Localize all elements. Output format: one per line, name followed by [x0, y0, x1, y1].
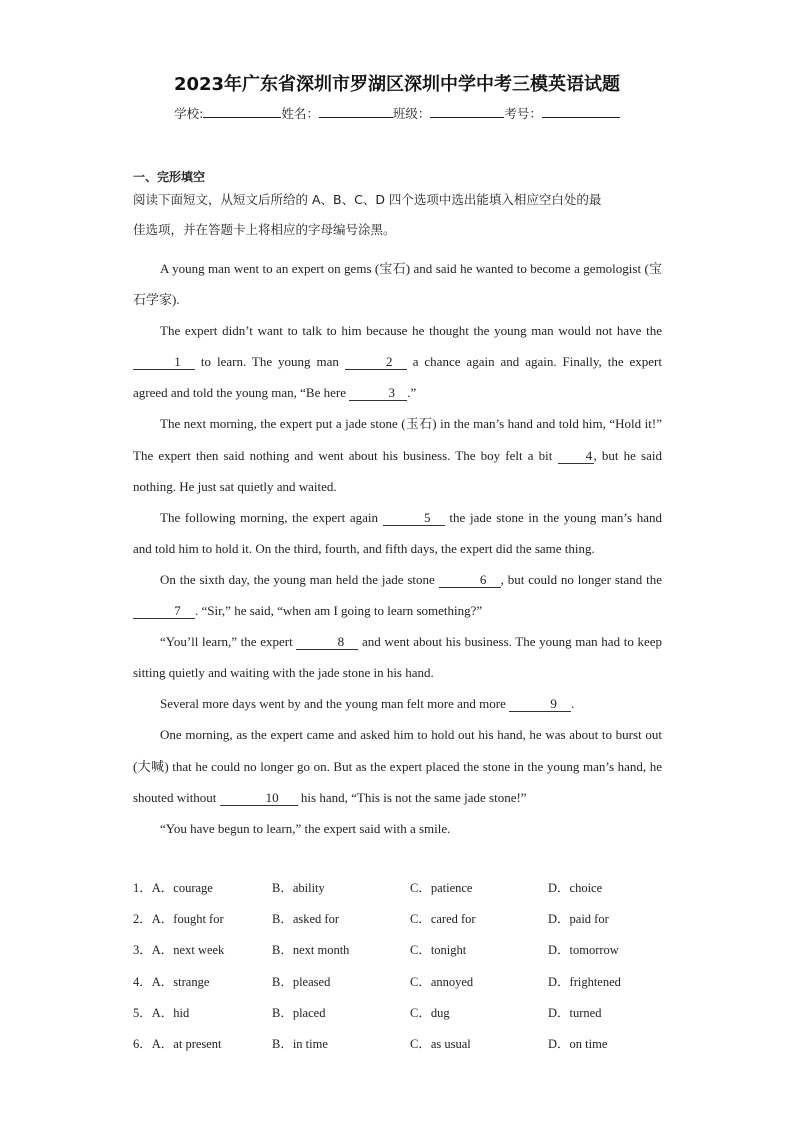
option-2-c[interactable]: C．cared for	[410, 912, 476, 927]
paragraph-text: “You have begun to learn,” the expert said with a smile.	[160, 820, 451, 836]
school-blank[interactable]	[203, 105, 281, 118]
option-row-6	[133, 1034, 693, 1065]
option-6-b[interactable]: B．in time	[272, 1036, 328, 1051]
option-3-c[interactable]: C．tonight	[410, 943, 467, 958]
class-label: 班级：	[392, 106, 431, 121]
option-5-c[interactable]: C．dug	[410, 1005, 450, 1020]
option-4-d[interactable]: D．frightened	[548, 974, 621, 989]
option-row-3	[133, 940, 693, 971]
option-4-c[interactable]: C．annoyed	[410, 974, 474, 989]
paragraph-3	[133, 408, 662, 501]
option-row-2	[133, 909, 693, 940]
paragraph-text: a chance again and again. Finally, the expert agreed and told the young man, “Be here	[133, 354, 662, 401]
option-1-c[interactable]: C．patience	[410, 881, 473, 895]
number-label: 考号：	[504, 106, 542, 121]
option-2-b[interactable]: B．asked for	[272, 912, 339, 927]
passage	[133, 253, 662, 844]
option-2-d[interactable]: D．paid for	[548, 912, 609, 927]
paragraph-5	[133, 564, 662, 626]
blank-1[interactable]: 1	[133, 355, 195, 370]
blank-6[interactable]: 6	[439, 573, 501, 588]
option-4-b[interactable]: B．pleased	[272, 974, 331, 989]
paragraph-text: One morning, as the expert came and asked him to hold out his hand, he was about to burst out (大喊) that he could no longer go on. But as the expert placed the stone in the young man’s hand, he shouted without	[133, 727, 662, 805]
instruction-line-1: 阅读下面短文，从短文后所给的 A、B、C、D 四个选项中选出能填入相应空白处的最	[133, 192, 602, 207]
option-5-d[interactable]: D．turned	[548, 1005, 602, 1020]
name-blank[interactable]	[319, 105, 393, 118]
blank-4[interactable]: 4	[558, 449, 594, 464]
option-row-4	[133, 972, 693, 1003]
number-blank[interactable]	[542, 105, 620, 118]
paragraph-text: .”	[407, 385, 417, 401]
option-1-b[interactable]: B．ability	[272, 881, 325, 895]
paragraph-7	[133, 688, 662, 719]
option-3-d[interactable]: D．tomorrow	[548, 943, 619, 958]
class-blank[interactable]	[430, 105, 504, 118]
student-info-line	[0, 104, 794, 122]
paragraph-8	[133, 719, 662, 812]
option-4-a[interactable]: 4．A．strange	[133, 974, 210, 989]
blank-9[interactable]: 9	[509, 697, 571, 712]
option-6-a[interactable]: 6．A．at present	[133, 1036, 222, 1051]
section-heading: 一、完形填空	[133, 170, 206, 184]
option-2-a[interactable]: 2．A．fought for	[133, 912, 224, 927]
paragraph-1	[133, 253, 662, 315]
option-row-5	[133, 1003, 693, 1034]
blank-10[interactable]: 10	[220, 791, 298, 806]
paragraph-text: the jade stone in the young man’s hand and told him to hold it. On the third, fourth, and fifth days, the expert did the same thing.	[133, 509, 662, 556]
option-5-b[interactable]: B．placed	[272, 1005, 326, 1020]
option-1-d[interactable]: D．choice	[548, 881, 603, 895]
options-list	[133, 878, 693, 1065]
instruction-line-2: 佳选项，并在答题卡上将相应的字母编号涂黑。	[133, 222, 396, 237]
blank-2[interactable]: 2	[345, 355, 407, 370]
option-6-d[interactable]: D．on time	[548, 1036, 608, 1051]
paragraph-6	[133, 626, 662, 688]
paragraph-text: Several more days went by and the young man felt more and more	[160, 696, 510, 712]
page-title: 2023年广东省深圳市罗湖区深圳中学中考三模英语试题	[173, 74, 621, 95]
school-label: 学校:	[174, 106, 204, 121]
blank-3[interactable]: 3	[349, 386, 407, 401]
paragraph-text: .	[571, 696, 575, 712]
paragraph-text: , but he said nothing. He just sat quietly and waited.	[133, 447, 663, 494]
paragraph-text: his hand, “This is not the same jade stone!”	[297, 789, 527, 805]
option-6-c[interactable]: C．as usual	[410, 1036, 471, 1051]
option-3-a[interactable]: 3．A．next week	[133, 943, 225, 958]
paragraph-text: and went about his business. The young man had to keep sitting quietly and waiting with the jade stone in his hand.	[133, 634, 662, 681]
option-5-a[interactable]: 5．A．hid	[133, 1005, 190, 1020]
paragraph-text: A young man went to an expert on gems (宝石) and said he wanted to become a gemologist (宝石学家).	[133, 261, 662, 308]
blank-8[interactable]: 8	[296, 635, 358, 650]
paragraph-text: “You’ll learn,” the expert	[160, 634, 297, 650]
blank-5[interactable]: 5	[383, 511, 445, 526]
option-1-a[interactable]: 1．A．courage	[133, 881, 213, 895]
paragraph-text: The following morning, the expert again	[160, 509, 383, 525]
paragraph-text: , but could no longer stand the	[500, 571, 662, 587]
paragraph-text: The expert didn’t want to talk to him because he thought the young man would not have the	[160, 323, 662, 339]
blank-7[interactable]: 7	[133, 604, 195, 619]
paragraph-text: to learn. The young man	[195, 354, 345, 370]
paragraph-text: On the sixth day, the young man held the jade stone	[160, 571, 439, 587]
paragraph-text: . “Sir,” he said, “when am I going to learn something?”	[195, 603, 483, 619]
option-3-b[interactable]: B．next month	[272, 943, 350, 958]
option-row-1	[133, 878, 693, 909]
paragraph-text: The next morning, the expert put a jade stone (玉石) in the man’s hand and told him, “Hold it!” The expert then said nothing and went about his business. The boy felt a bit	[133, 416, 662, 463]
paragraph-2	[133, 315, 662, 408]
name-label: 姓名：	[281, 106, 319, 121]
paragraph-9	[133, 813, 662, 844]
paragraph-4	[133, 502, 662, 564]
